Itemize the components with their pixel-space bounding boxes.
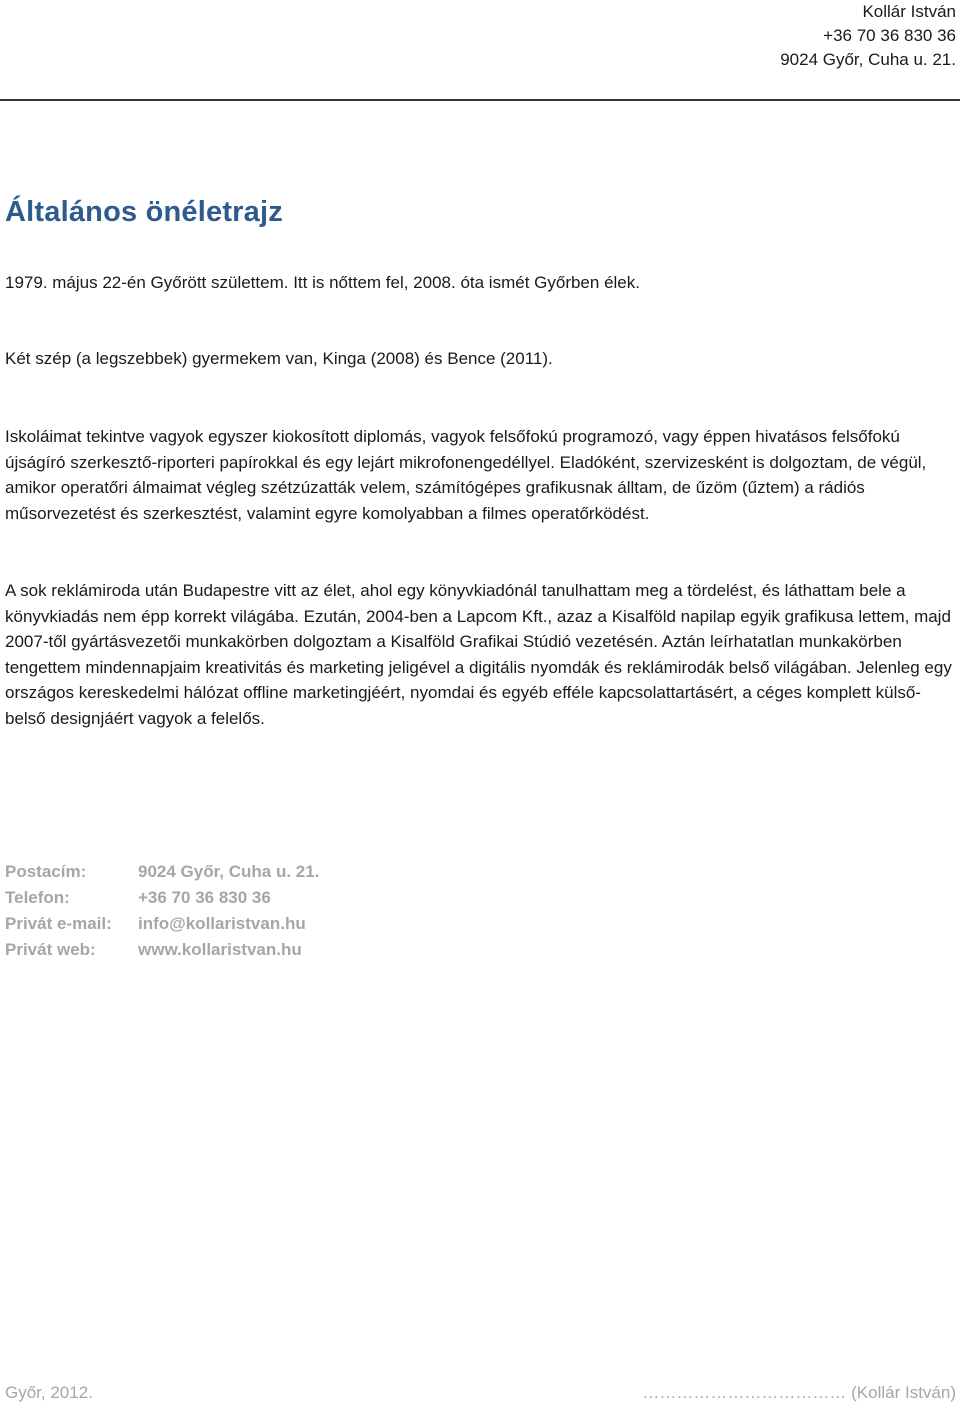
header-phone: +36 70 36 830 36 [823,26,956,45]
paragraph-birth: 1979. május 22-én Győrött születtem. Itt is nőttem fel, 2008. óta ismét Győrben élek. [5,273,640,292]
contact-value-web[interactable]: www.kollaristvan.hu [138,940,302,959]
footer-place-date: Győr, 2012. [5,1383,93,1402]
contact-value-postal: 9024 Győr, Cuha u. 21. [138,862,320,881]
footer-signature: ……………………………… (Kollár István) [642,1383,956,1402]
paragraph-education: Iskoláimat tekintve vagyok egyszer kiokosított diplomás, vagyok felsőfokú programozó, vagy éppen hivatásos felsőfokú újságíró szerkesztő-riporteri papírokkal és egy lejárt mikrofonengedéllyel. Eladóként, szervizesként is dolgoztam, de végül, amikor operatőri álmaimat végleg szétzúzatták velem, számítógépes grafikusnak álltam, de űzöm (űztem) a rádiós műsorvezetést és szerkesztést, valamint egyre komolyabban a filmes operatőrködést. [5,427,927,523]
contact-value-email[interactable]: info@kollaristvan.hu [138,914,306,933]
document-title: Általános önéletrajz [5,196,283,228]
contact-label: Postacím: [5,862,87,881]
contact-label: Privát e-mail: [5,914,112,933]
header-address: 9024 Győr, Cuha u. 21. [780,50,956,69]
contact-row-postal [5,859,319,885]
paragraph-career: A sok reklámiroda után Budapestre vitt az élet, ahol egy könyvkiadónál tanulhattam meg a tördelést, és láthattam bele a könyvkiadás nem épp korrekt világába. Ezután, 2004-ben a Lapcom Kft., azaz a Kisalföld napilap egyik grafikusa lettem, majd 2007-től gyártásvezetői munkakörben dolgoztam a Kisalföld Grafikai Stúdió vezetésén. Aztán leírhatatlan munkakörben tengettem mindennapjaim kreativitás és marketing jeligével a digitális nyomdák és reklámirodák belső világában. Jelenleg egy országos kereskedelmi hálózat offline marketingjéért, nyomdai és egyéb efféle kapcsolattartásért, a céges komplett külső-belső designjáért vagyok a felelős. [5,581,952,728]
contact-label: Privát web: [5,940,96,959]
contact-row-email [5,911,319,937]
header-contact-block [780,0,956,72]
contact-row-phone [5,885,319,911]
header-divider [0,99,960,101]
contact-row-web [5,937,319,963]
paragraph-children: Két szép (a legszebbek) gyermekem van, Kinga (2008) és Bence (2011). [5,349,553,368]
contact-details [5,859,319,963]
contact-label: Telefon: [5,888,70,907]
header-name: Kollár István [862,2,956,21]
contact-value-phone: +36 70 36 830 36 [138,888,271,907]
